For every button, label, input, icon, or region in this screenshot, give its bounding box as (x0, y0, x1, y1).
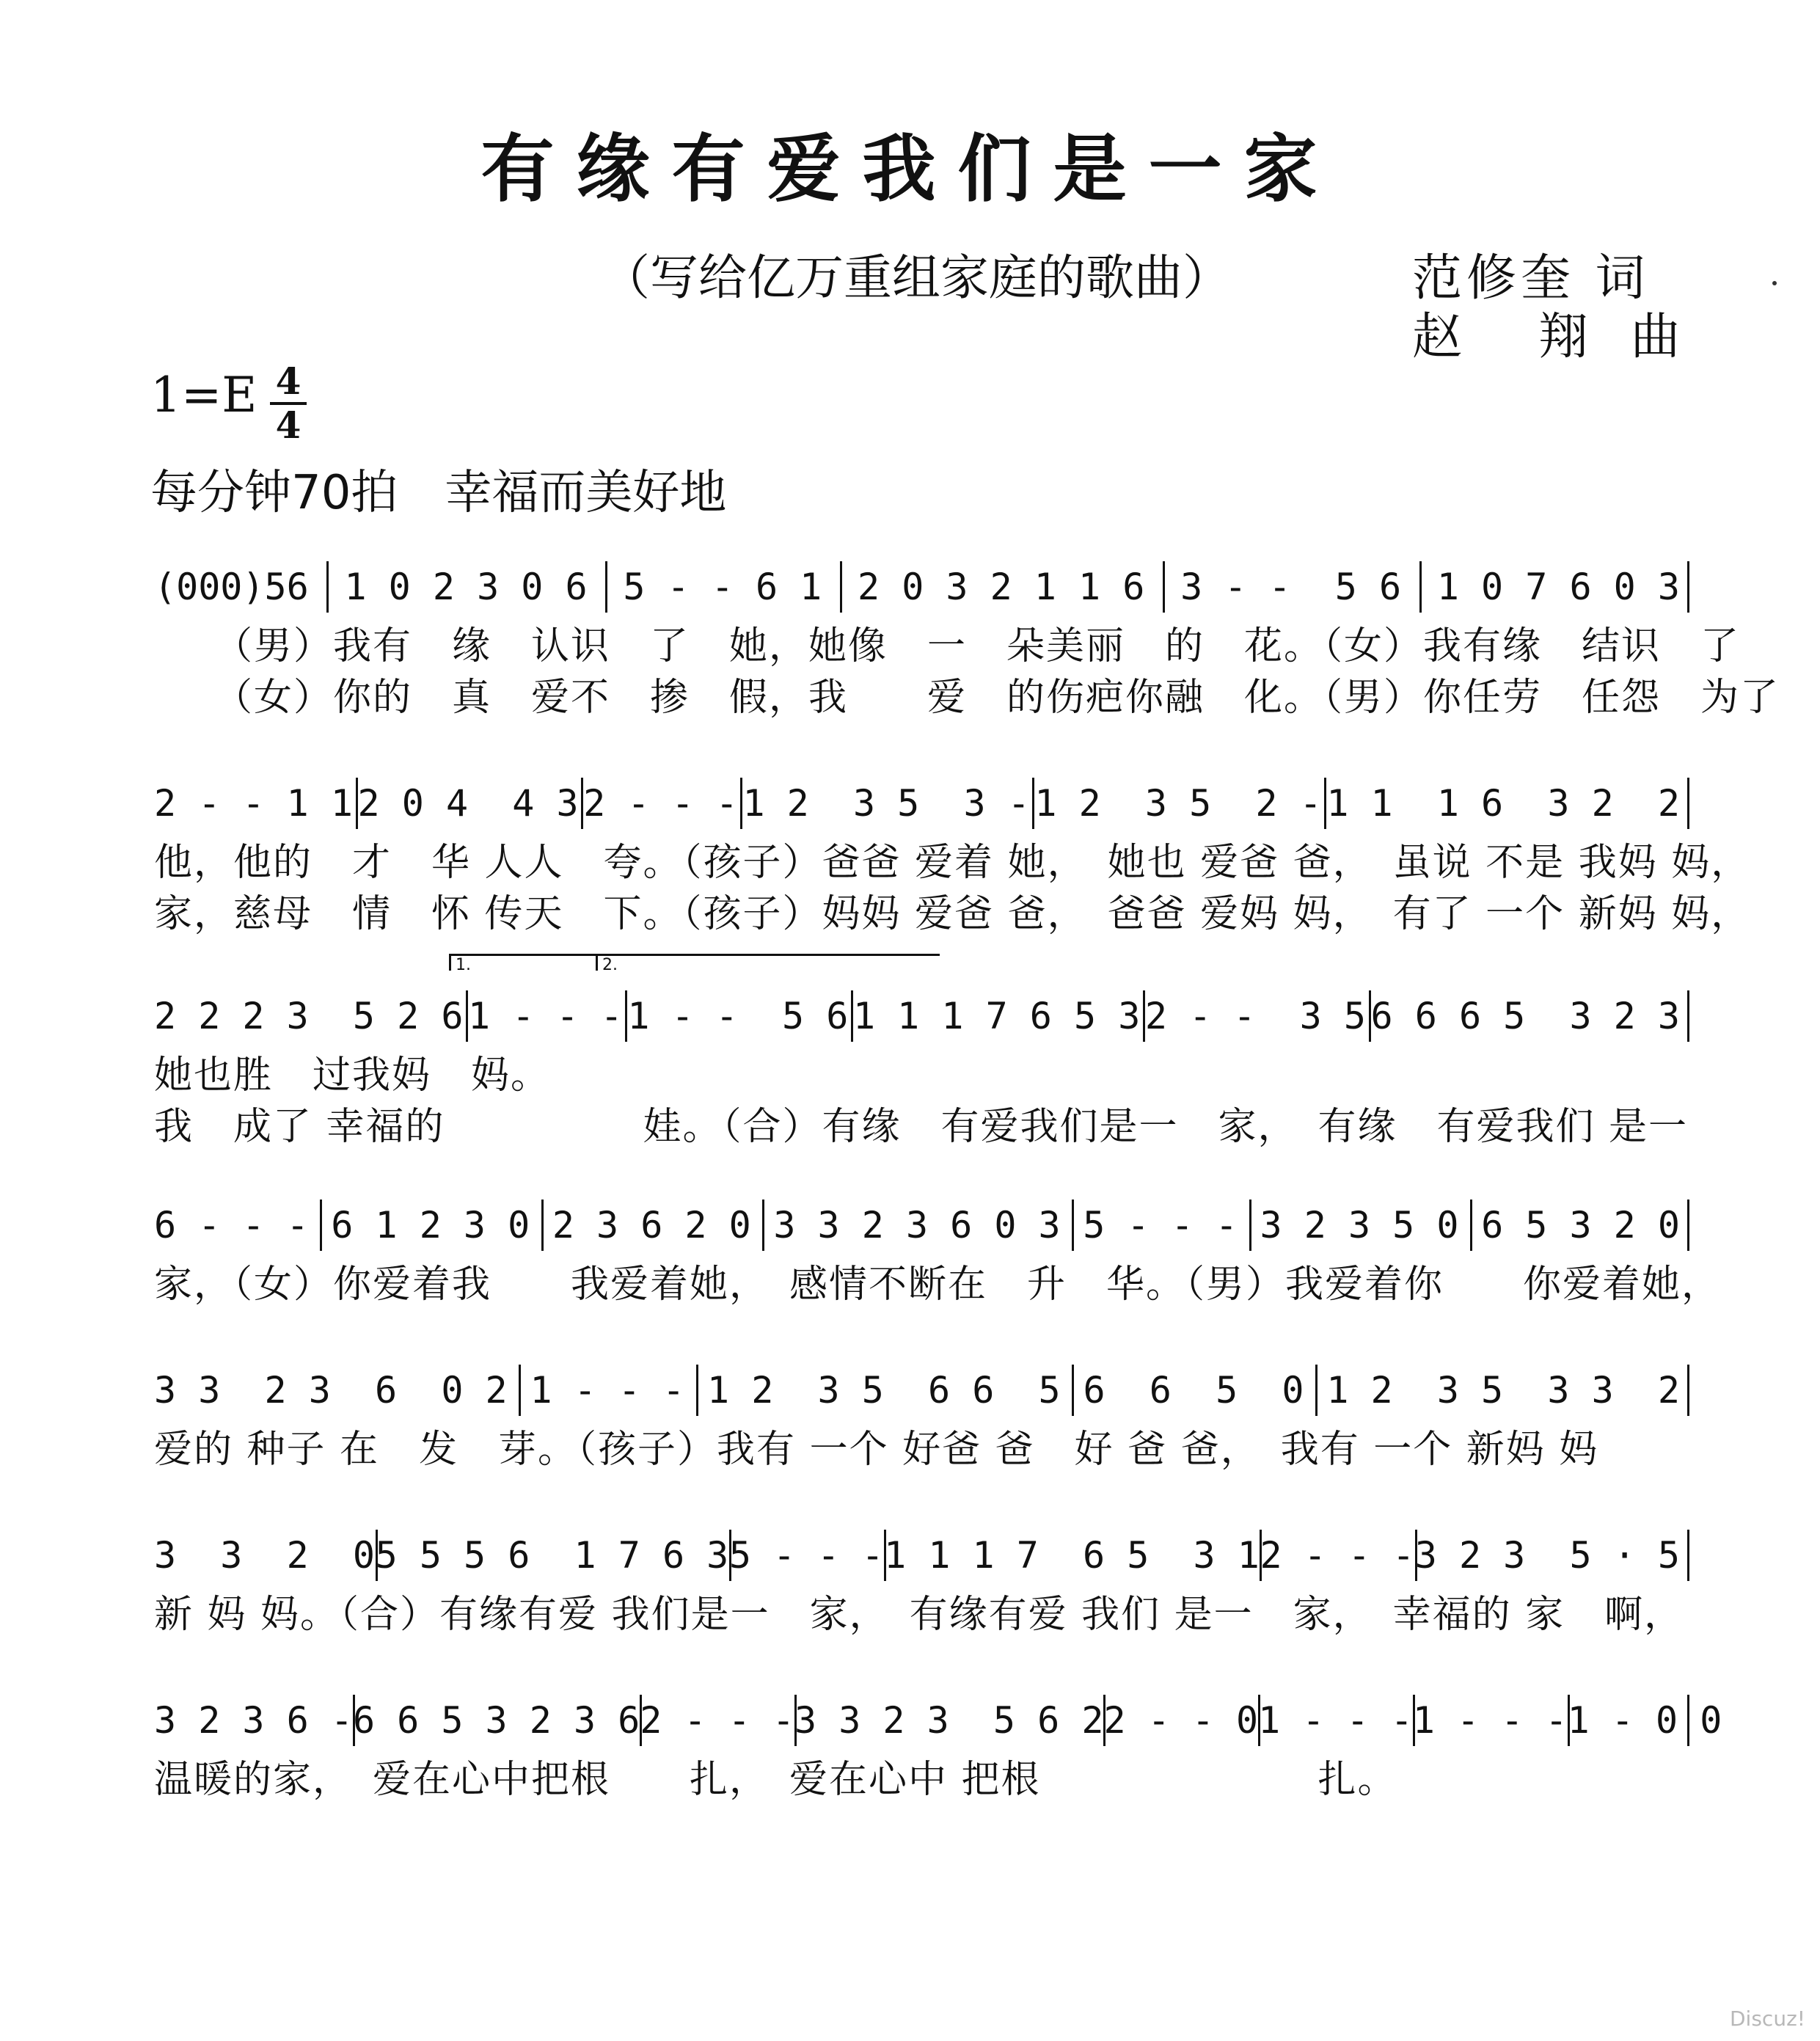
barline (640, 1695, 642, 1746)
measure: 1 - - - (468, 995, 623, 1037)
barline (1249, 1200, 1251, 1251)
notation-line (154, 565, 1680, 609)
barline (1324, 778, 1326, 829)
score-system-3 (154, 994, 1689, 1149)
barline (1687, 1200, 1689, 1251)
measure: 3 2 3 6 - (154, 1699, 353, 1742)
measure: 1 2 3 5 3 - (742, 782, 1030, 825)
measure: 2 - - 3 5 (1144, 995, 1366, 1037)
measure: 3 3 2 3 5 6 2 (794, 1699, 1104, 1742)
notation-line (154, 1698, 1722, 1742)
measure: 6 5 3 2 0 (1481, 1204, 1680, 1246)
barline (1369, 990, 1371, 1042)
barline (1143, 990, 1145, 1042)
barline (541, 1200, 544, 1251)
barline (466, 990, 468, 1042)
barline (1415, 1530, 1417, 1581)
barline (356, 778, 358, 829)
song-title: 有缘有爱我们是一家 (480, 126, 1340, 212)
measure: 5 - - 6 1 (623, 566, 822, 608)
barline (1568, 1695, 1570, 1746)
key-signature: 1=E (150, 367, 257, 423)
measure: 6 6 5 0 (1083, 1369, 1304, 1412)
barline (581, 778, 583, 829)
measure: 2 2 2 3 5 2 6 (154, 995, 464, 1037)
barline (1687, 778, 1689, 829)
barline (1419, 561, 1422, 613)
second-ending-bracket: 2. (596, 954, 940, 971)
score-system-2 (154, 781, 1751, 936)
barline (1687, 561, 1689, 613)
subtitle: （写给亿万重组家庭的歌曲） (602, 249, 1231, 306)
first-ending-bracket: 1. (449, 954, 599, 971)
measure: 1 1 1 6 3 2 2 (1326, 782, 1680, 825)
measure: 1 - 0 0 (1567, 1699, 1722, 1742)
barline (696, 1365, 698, 1416)
barline (1413, 1695, 1415, 1746)
barline (353, 1695, 355, 1746)
measure: 5 - - - (1083, 1204, 1238, 1246)
measure: 1 - - - (1258, 1699, 1413, 1742)
measure: 5 - - - (728, 1534, 884, 1577)
barline (1315, 1365, 1318, 1416)
barline (1072, 1200, 1074, 1251)
measure: 3 2 3 5 · 5 (1414, 1534, 1680, 1577)
barline (519, 1365, 521, 1416)
measure: 3 3 2 3 6 0 3 (773, 1204, 1061, 1246)
measure: 3 3 2 3 6 0 2 (154, 1369, 508, 1412)
lyric-line: 家，慈母 情 怀 传天 下。（孩子）妈妈 爱爸 爸， 爸爸 爱妈 妈， 有了 一个 新妈 妈， (154, 892, 1751, 936)
notation-line (154, 1203, 1680, 1247)
barline (1072, 1365, 1074, 1416)
score-system-7 (154, 1698, 1722, 1802)
measure: 1 0 7 6 0 3 (1436, 566, 1680, 608)
stray-dot (1772, 281, 1777, 285)
time-signature-top: 4 (275, 359, 301, 403)
measure: 3 - - 5 6 (1180, 566, 1402, 608)
notation-line (154, 994, 1680, 1038)
time-signature (270, 359, 307, 447)
measure: 6 - - - (154, 1204, 309, 1246)
lyric-line: 温暖的家， 爱在心中把根 扎， 爱在心中 把根 扎。 (154, 1758, 1397, 1802)
barline (1258, 1695, 1260, 1746)
lyric-line: 我 成了 幸福的 娃。（合）有缘 有爱我们是一 家， 有缘 有爱我们 是一 (154, 1105, 1689, 1149)
score-system-4 (154, 1203, 1722, 1307)
lyric-line: 他，他的 才 华 人人 夸。（孩子）爸爸 爱着 她， 她也 爱爸 爸， 虽说 不是 我妈 妈， (154, 841, 1751, 885)
score-system-1 (154, 565, 1780, 720)
notation-line (154, 1368, 1680, 1412)
measure: 1 - - - (530, 1369, 685, 1412)
barline (1032, 778, 1034, 829)
score-system-5 (154, 1368, 1680, 1472)
barline (1687, 990, 1689, 1042)
barline (884, 1530, 886, 1581)
measure: 1 2 3 5 2 - (1034, 782, 1322, 825)
measure: 6 1 2 3 0 (331, 1204, 530, 1246)
measure: 1 1 1 7 6 5 3 1 (884, 1534, 1260, 1577)
measure: 2 - - 0 (1103, 1699, 1259, 1742)
barline (1687, 1695, 1689, 1746)
measure: 2 - - - (583, 782, 738, 825)
measure: 1 1 1 7 6 5 3 (852, 995, 1141, 1037)
composer-credit: 赵 翔 曲 (1412, 308, 1694, 366)
measure: 2 - - - (1260, 1534, 1415, 1577)
measure: 3 3 2 0 (154, 1534, 376, 1577)
barline (376, 1530, 378, 1581)
measure: 1 - - 5 6 (627, 995, 849, 1037)
measure: 1 2 3 5 3 3 2 (1326, 1369, 1680, 1412)
barline (326, 561, 329, 613)
measure: 5 5 5 6 1 7 6 3 (375, 1534, 729, 1577)
lyric-line: 家，（女）你爱着我 我爱着她， 感情不断在 升 华。（男）我爱着你 你爱着她， (154, 1263, 1722, 1307)
notation-line (154, 1533, 1680, 1577)
measure: (000)56 (154, 566, 309, 608)
notation-line (154, 781, 1680, 825)
time-signature-bottom: 4 (275, 404, 301, 447)
lyric-line: 她也胜 过我妈 妈。 (154, 1054, 551, 1098)
measure: 6 6 5 3 2 3 6 (352, 1699, 640, 1742)
tempo-marking: 每分钟70拍 幸福而美好地 (150, 466, 727, 520)
barline (1687, 1365, 1689, 1416)
barline (1103, 1695, 1105, 1746)
barline (1687, 1530, 1689, 1581)
lyricist-credit: 范修奎 词 (1412, 249, 1650, 307)
barline (762, 1200, 764, 1251)
measure: 2 - - - (640, 1699, 794, 1742)
barline (605, 561, 607, 613)
measure: 2 0 4 4 3 (357, 782, 579, 825)
measure: 3 2 3 5 0 (1260, 1204, 1459, 1246)
barline (851, 990, 853, 1042)
barline (729, 1530, 731, 1581)
barline (320, 1200, 322, 1251)
barline (740, 778, 742, 829)
lyric-line: 新 妈 妈。（合）有缘有爱 我们是一 家， 有缘有爱 我们 是一 家， 幸福的 家 啊， (154, 1593, 1684, 1637)
measure: 2 0 3 2 1 1 6 (858, 566, 1145, 608)
lyric-line: 爱的 种子 在 发 芽。（孩子）我有 一个 好爸 爸 好 爸 爸， 我有 一个 新妈 妈 (154, 1428, 1599, 1472)
barline (1470, 1200, 1472, 1251)
score-system-6 (154, 1533, 1684, 1637)
lyric-line: （女）你的 真 爱不 掺 假，我 爱 的伤疤你融 化。（男）你任劳 任怨 为了 (154, 676, 1780, 720)
barline (1260, 1530, 1262, 1581)
measure: 2 3 6 2 0 (552, 1204, 751, 1246)
watermark: Discuz! (1730, 2007, 1805, 2031)
barline (794, 1695, 797, 1746)
barline (625, 990, 627, 1042)
measure: 1 0 2 3 0 6 (344, 566, 588, 608)
measure: 1 2 3 5 6 6 5 (707, 1369, 1061, 1412)
measure: 6 6 6 5 3 2 3 (1370, 995, 1680, 1037)
barline (1163, 561, 1165, 613)
measure: 1 - - - (1412, 1699, 1568, 1742)
barline (840, 561, 842, 613)
lyric-line: （男）我有 缘 认识 了 她，她像 一 朵美丽 的 花。（女）我有缘 结识 了 (154, 624, 1741, 668)
measure: 2 - - 1 1 (154, 782, 353, 825)
